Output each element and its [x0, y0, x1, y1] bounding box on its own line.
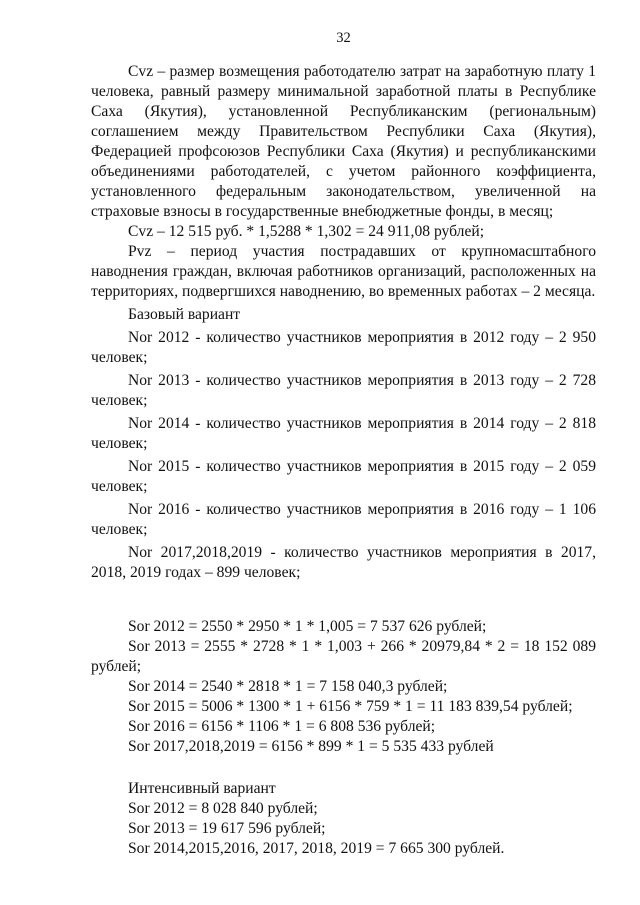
intensive-formula-2013: Sor 2013 = 19 617 596 рублей;	[128, 820, 326, 837]
cvz-formula: Cvz – 12 515 руб. * 1,5288 * 1,302 = 24 911,08 рублей;	[128, 223, 485, 240]
base-formula-2013: Sor 2013 = 2555 * 2728 * 1 * 1,003 + 266 * 20979,84 * 2 = 18 152 089 рублей;	[91, 638, 596, 675]
intensive-formula-2012: Sor 2012 = 8 028 840 рублей;	[128, 800, 318, 817]
participants-2014: Nor 2014 - количество участников мероприятия в 2014 году – 2 818 человек;	[91, 415, 596, 452]
base-variant-heading: Базовый вариант	[128, 306, 241, 323]
document-page	[91, 28, 596, 859]
base-formula-2016: Sor 2016 = 6156 * 1106 * 1 = 6 808 536 рублей;	[128, 718, 436, 735]
participants-2016: Nor 2016 - количество участников мероприятия в 2016 году – 1 106 человек;	[91, 501, 596, 538]
base-formula-2017-2019: Sor 2017,2018,2019 = 6156 * 899 * 1 = 5 535 433 рублей	[128, 738, 494, 755]
intensive-formula-2014-2019: Sor 2014,2015,2016, 2017, 2018, 2019 = 7 665 300 рублей.	[128, 840, 505, 857]
participants-2012: Nor 2012 - количество участников мероприятия в 2012 году – 2 950 человек;	[91, 329, 596, 366]
base-formula-2012: Sor 2012 = 2550 * 2950 * 1 * 1,005 = 7 537 626 рублей;	[128, 618, 487, 635]
pvz-definition: Pvz – период участия пострадавших от крупномасштабного наводнения граждан, включая работников организаций, расположенных на территориях, подвергшихся наводнению, во временных работах – 2 месяца.	[91, 243, 596, 300]
base-formula-2015: Sor 2015 = 5006 * 1300 * 1 + 6156 * 759 * 1 = 11 183 839,54 рублей;	[128, 698, 573, 715]
page-number: 32	[336, 30, 351, 46]
base-formula-2014: Sor 2014 = 2540 * 2818 * 1 = 7 158 040,3 рублей;	[128, 678, 448, 695]
cvz-definition: Cvz – размер возмещения работодателю затрат на заработную плату 1 человека, равный размеру минимальной заработной платы в Республике Саха (Якутия), установленной Республиканским (региональным) соглашением между Правительством Республики Саха (Якутия), Федерацией профсоюзов Республики Саха (Якутия) и республиканскими объединениями работодателей, с учетом районного коэффициента, установленного федеральным законодательством, увеличенной на страховые взносы в государственные внебюджетные фонды, в месяц;	[91, 63, 596, 220]
participants-2015: Nor 2015 - количество участников мероприятия в 2015 году – 2 059 человек;	[91, 458, 596, 495]
participants-2013: Nor 2013 - количество участников мероприятия в 2013 году – 2 728 человек;	[91, 372, 596, 409]
participants-2017-2019: Nor 2017,2018,2019 - количество участников мероприятия в 2017, 2018, 2019 годах – 899 человек;	[91, 544, 596, 581]
intensive-variant-heading: Интенсивный вариант	[128, 780, 276, 797]
